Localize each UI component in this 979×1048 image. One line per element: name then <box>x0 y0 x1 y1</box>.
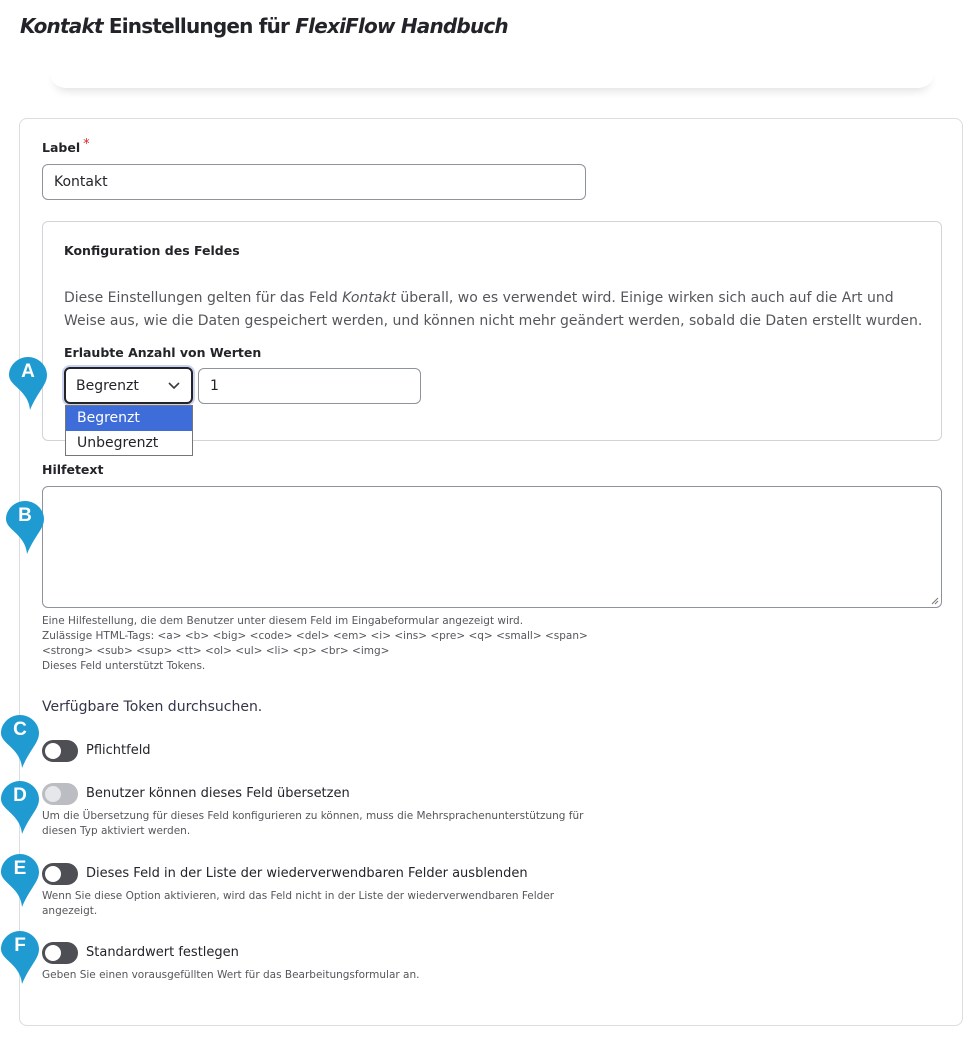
browse-tokens-link[interactable]: Verfügbare Token durchsuchen. <box>42 699 263 715</box>
cardinality-number-input[interactable] <box>198 368 421 404</box>
help-text-label: Hilfetext <box>42 462 104 477</box>
hide-reusable-desc-line-1: Wenn Sie diese Option aktivieren, wird das Feld nicht in der Liste der wiederverwendbaren Felder <box>42 890 555 902</box>
marker-letter: D <box>13 785 27 806</box>
marker-letter: B <box>18 505 32 526</box>
cardinality-select-value: Begrenzt <box>76 377 139 394</box>
marker-c-pin-icon <box>0 714 40 768</box>
field-config-description: Diese Einstellungen gelten für das Feld Kontakt überall, wo es verwendet wird. Einige wirken sich auch auf die Art und Weise aus, wie die Daten gespeichert werden, und können nicht mehr geändert werden, sobald die Daten erstellt wurden. <box>64 290 923 329</box>
dropdown-option-unbegrenzt[interactable]: Unbegrenzt <box>77 434 159 451</box>
marker-letter: E <box>13 858 27 879</box>
help-text-textarea[interactable] <box>42 486 942 608</box>
dropdown-option-begrenzt[interactable]: Begrenzt <box>66 406 192 431</box>
marker-f-pin-icon <box>0 930 40 984</box>
label-input-value: Kontakt <box>54 174 108 190</box>
label-field-label <box>42 137 90 156</box>
marker-b-pin-icon <box>5 500 45 554</box>
toggle-knob <box>45 866 61 882</box>
cardinality-number-value: 1 <box>210 378 219 394</box>
title-bundle-name: FlexiFlow Handbuch <box>295 14 508 38</box>
tabs-strip <box>50 60 934 88</box>
marker-letter: C <box>13 719 27 740</box>
marker-e-pin-icon <box>0 853 40 907</box>
hide-reusable-desc-line-2: angezeigt. <box>42 905 98 917</box>
help-text-desc-line-1: Eine Hilfestellung, die dem Benutzer unter diesem Feld im Eingabeformular angezeigt wird. <box>42 615 524 627</box>
resize-grip-icon[interactable] <box>931 597 939 605</box>
toggle-knob <box>45 743 61 759</box>
cardinality-label: Erlaubte Anzahl von Werten <box>64 345 262 360</box>
title-field-name: Kontakt <box>20 14 103 38</box>
field-config-legend: Konfiguration des Feldes <box>64 243 240 258</box>
label-input[interactable] <box>42 164 586 200</box>
translatable-desc-line-2: diesen Typ aktiviert werden. <box>42 825 191 837</box>
toggle-knob <box>45 786 61 802</box>
translatable-toggle[interactable] <box>42 783 78 805</box>
label-text: Label <box>42 140 81 155</box>
translatable-desc-line-1: Um die Übersetzung für dieses Feld konfigurieren zu können, muss die Mehrsprachenunterstützung für <box>42 810 584 822</box>
default-value-toggle-label: Standardwert festlegen <box>86 945 239 960</box>
help-text-desc-line-3: <strong> <sub> <sup> <tt> <ol> <ul> <li> <p> <br> <img> <box>42 645 390 657</box>
page-title <box>20 14 508 38</box>
default-value-toggle[interactable] <box>42 942 78 964</box>
hide-reusable-toggle-label: Dieses Feld in der Liste der wiederverwendbaren Felder ausblenden <box>86 866 528 881</box>
toggle-knob <box>45 945 61 961</box>
marker-a-pin-icon <box>8 356 48 410</box>
default-value-desc: Geben Sie einen vorausgefüllten Wert für das Bearbeitungsformular an. <box>42 969 420 981</box>
chevron-down-icon <box>167 379 181 391</box>
cardinality-select[interactable] <box>64 367 193 404</box>
translatable-toggle-label: Benutzer können dieses Feld übersetzen <box>86 786 350 801</box>
cardinality-dropdown-list <box>65 405 193 456</box>
marker-letter: F <box>14 935 26 956</box>
help-text-desc-line-4: Dieses Feld unterstützt Tokens. <box>42 660 206 672</box>
marker-letter: A <box>21 361 35 382</box>
marker-d-pin-icon <box>0 780 40 834</box>
required-toggle-label: Pflichtfeld <box>86 743 151 758</box>
title-middle: Einstellungen für <box>102 14 296 38</box>
required-toggle[interactable] <box>42 740 78 762</box>
hide-reusable-toggle[interactable] <box>42 863 78 885</box>
help-text-desc-line-2: Zulässige HTML-Tags: <a> <b> <big> <code> <del> <em> <i> <ins> <pre> <q> <small> <span> <box>42 630 588 642</box>
required-marker: * <box>83 137 90 152</box>
